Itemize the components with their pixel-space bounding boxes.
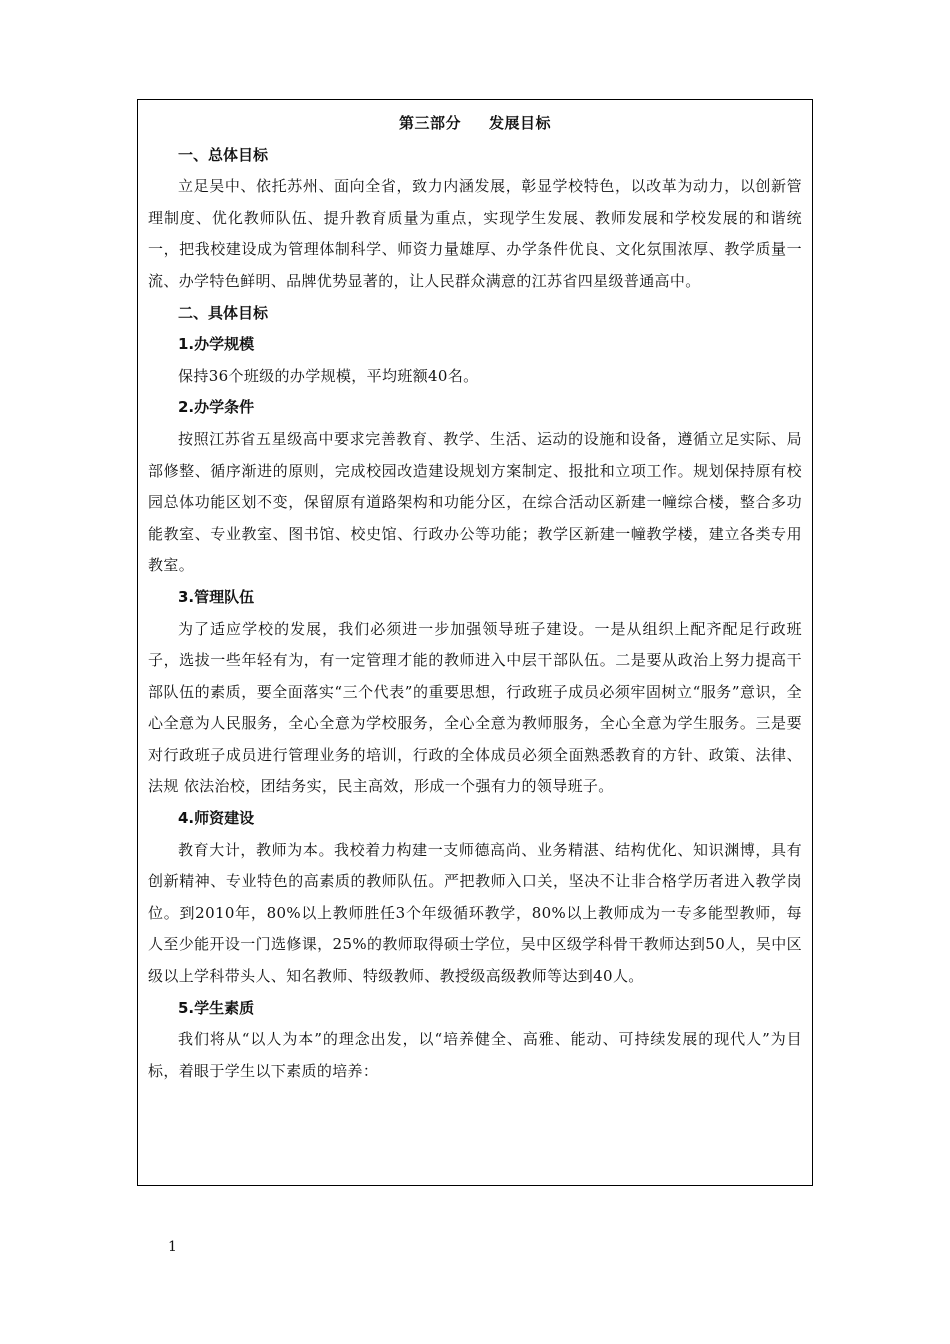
page-number: 1: [168, 1239, 177, 1255]
overall-goal-paragraph: 立足吴中、依托苏州、面向全省，致力内涵发展，彰显学校特色，以改革为动力，以创新管理制度、优化教师队伍、提升教育质量为重点，实现学生发展、教师发展和学校发展的和谐统一，把我校建设成为管理体制科学、师资力量雄厚、办学条件优良、文化氛围浓厚、教学质量一流、办学特色鲜明、品牌优势显著的，让人民群众满意的江苏省四星级普通高中。: [148, 177, 802, 290]
conditions-paragraph: 按照江苏省五星级高中要求完善教育、教学、生活、运动的设施和设备，遵循立足实际、局部修整、循序渐进的原则，完成校园改造建设规划方案制定、报批和立项工作。规划保持原有校园总体功能区划不变，保留原有道路架构和功能分区，在综合活动区新建一幢综合楼，整合多功能教室、专业教室、图书馆、校史馆、行政办公等功能；教学区新建一幢教学楼，建立各类专用教室。: [148, 429, 802, 575]
students-paragraph: 我们将从“以人为本”的理念出发，以“培养健全、高雅、能动、可持续发展的现代人”为目标，着眼于学生以下素质的培养：: [148, 1030, 802, 1080]
teachers-paragraph: 教育大计，教师为本。我校着力构建一支师德高尚、业务精湛、结构优化、知识渊博，具有创新精神、专业特色的高素质的教师队伍。严把教师入口关，坚决不让非合格学历者进入教学岗位。到2010年，80%以上教师胜任3个年级循环教学，80%以上教师成为一专多能型教师，每人至少能开设一门选修课，25%的教师取得硕士学位，吴中区级学科骨干教师达到50人，吴中区级以上学科带头人、知名教师、特级教师、教授级高级教师等达到40人。: [148, 840, 802, 986]
title-part: 第三部分: [398, 114, 461, 132]
scale-heading: 1.办学规模: [178, 335, 255, 354]
teachers-heading: 4.师资建设: [178, 809, 255, 828]
section-title: [148, 108, 802, 140]
overall-goal-heading: 一、总体目标: [178, 145, 269, 164]
conditions-heading: 2.办学条件: [178, 398, 255, 417]
management-paragraph: 为了适应学校的发展，我们必须进一步加强领导班子建设。一是从组织上配齐配足行政班子，选拔一些年轻有为，有一定管理才能的教师进入中层干部队伍。二是要从政治上努力提高干部队伍的素质，要全面落实“三个代表”的重要思想，行政班子成员必须牢固树立“服务”意识，全心全意为人民服务，全心全意为学校服务，全心全意为教师服务，全心全意为学生服务。三是要对行政班子成员进行管理业务的培训，行政的全体成员必须全面熟悉教育的方针、政策、法律、法规 依法治校，团结务实，民主高效，形成一个强有力的领导班子。: [148, 619, 802, 796]
specific-goals-heading: 二、具体目标: [178, 303, 269, 322]
scale-paragraph: 保持36个班级的办学规模，平均班额40名。: [178, 366, 479, 385]
document-content: [138, 100, 812, 1087]
management-heading: 3.管理队伍: [178, 587, 255, 606]
title-topic: 发展目标: [489, 114, 552, 132]
students-heading: 5.学生素质: [178, 998, 255, 1017]
document-frame: [137, 99, 813, 1186]
